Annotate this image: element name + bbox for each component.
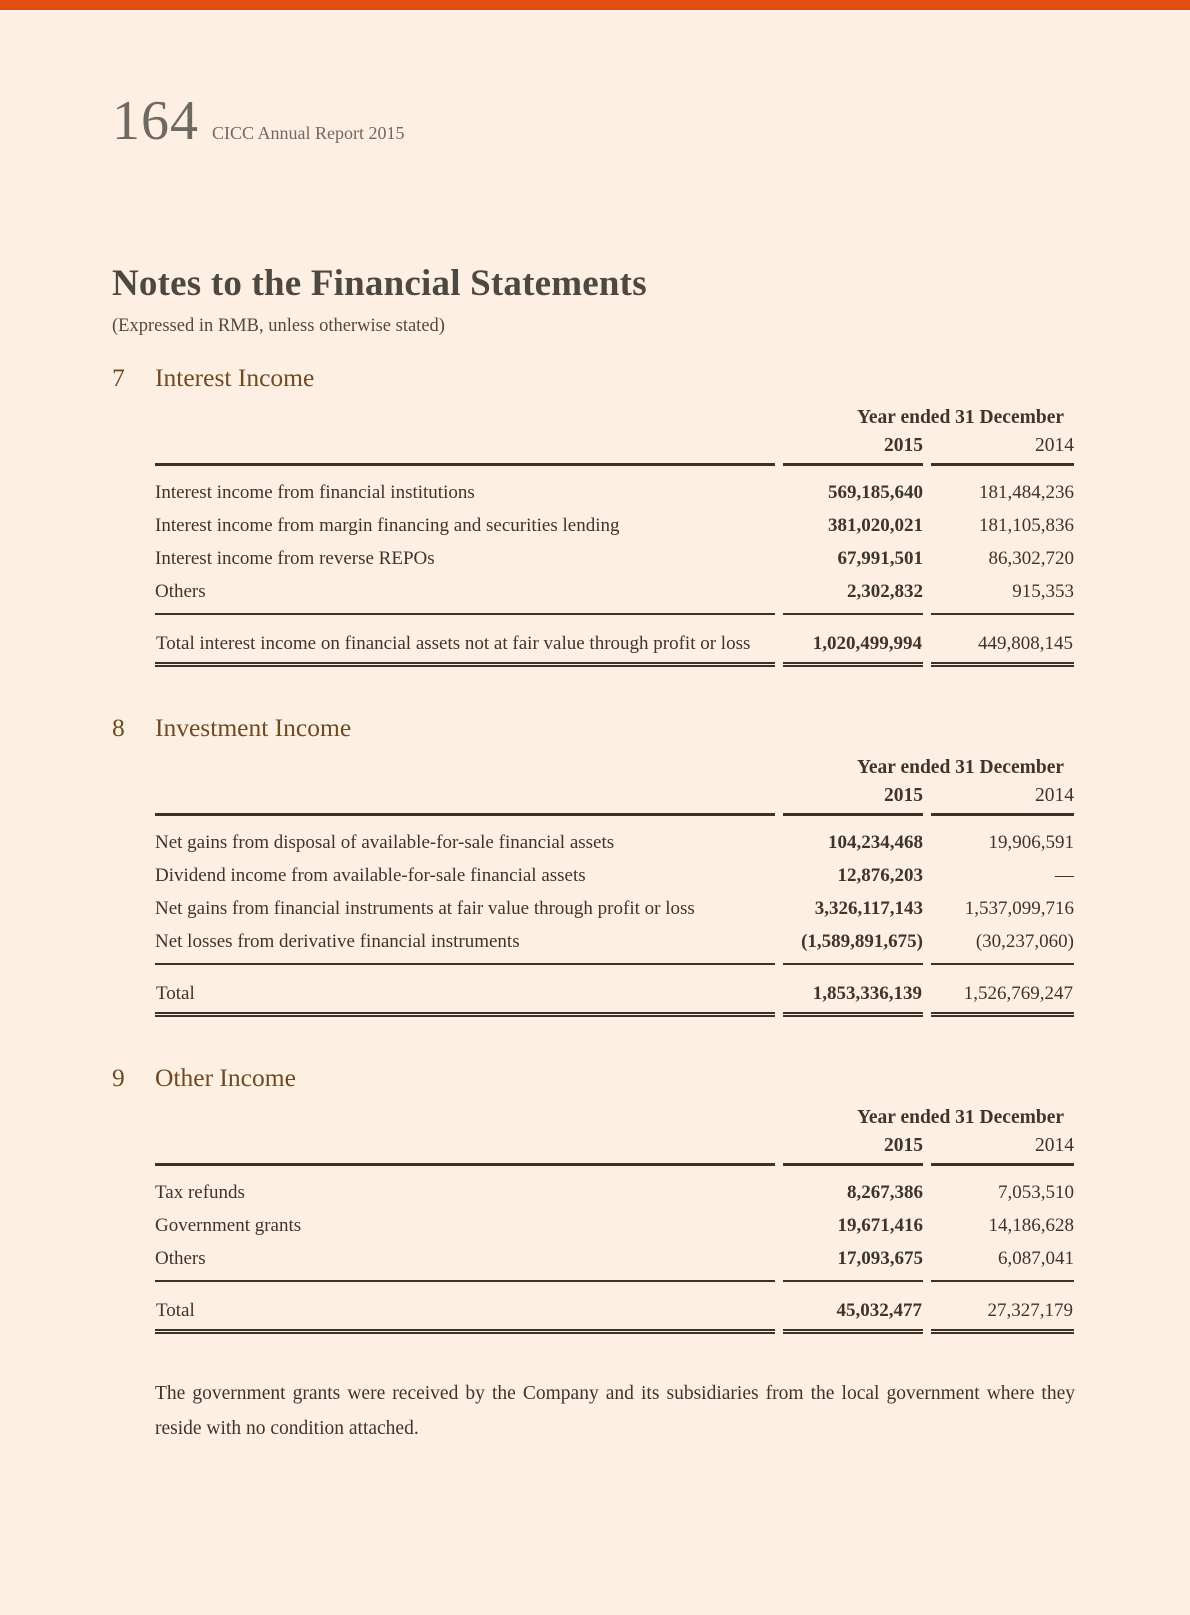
- value-2015: 569,185,640: [828, 482, 923, 504]
- table-row: [155, 816, 1074, 860]
- value-2015: 104,234,468: [828, 832, 923, 854]
- total-2015: 45,032,477: [783, 1282, 923, 1334]
- total-row: [155, 615, 1074, 667]
- row-label: Net losses from derivative financial instruments: [155, 926, 775, 966]
- value-2014: 181,484,236: [979, 482, 1074, 504]
- section-title: Other Income: [155, 1063, 296, 1093]
- investment-income-table: [147, 757, 1082, 1017]
- section-other-income: [112, 1063, 1190, 1334]
- section-heading: [112, 1063, 1190, 1093]
- row-label: Others: [155, 1243, 775, 1283]
- table-row: [155, 576, 1074, 616]
- total-2015: 1,853,336,139: [783, 965, 923, 1017]
- total-label: Total: [155, 1282, 775, 1334]
- note-paragraph: The government grants were received by the Company and its subsidiaries from the local government where they reside with no condition attached.: [155, 1383, 1075, 1440]
- value-2014: 6,087,041: [931, 1243, 1074, 1283]
- period-header: Year ended 31 December: [856, 407, 1064, 429]
- table-row: [155, 893, 1074, 926]
- total-2015: 1,020,499,994: [783, 615, 923, 667]
- table-row: [155, 466, 1074, 510]
- section-investment-income: [112, 713, 1190, 1017]
- page-header: [112, 90, 1190, 152]
- value-2014: 181,105,836: [979, 515, 1074, 537]
- table-row: [155, 1210, 1074, 1243]
- section-number: 7: [112, 363, 125, 393]
- section-number: 8: [112, 713, 125, 743]
- other-income-table: [147, 1107, 1082, 1334]
- top-accent-bar: [0, 0, 1190, 10]
- period-header: Year ended 31 December: [856, 757, 1064, 779]
- year-column-2015: 2015: [783, 1133, 923, 1166]
- label-column-header: [155, 433, 775, 466]
- value-2015: 67,991,501: [837, 548, 923, 570]
- document-title: Notes to the Financial Statements: [112, 263, 647, 305]
- year-column-2014: 2014: [931, 433, 1074, 466]
- total-2014: 27,327,179: [931, 1282, 1074, 1334]
- value-2015: 2,302,832: [783, 576, 923, 616]
- section-heading: [112, 363, 1190, 393]
- total-label: Total interest income on financial assets not at fair value through profit or loss: [155, 615, 775, 667]
- value-2015: 8,267,386: [847, 1182, 923, 1204]
- row-label: Interest income from reverse REPOs: [155, 548, 435, 570]
- row-label: Dividend income from available-for-sale financial assets: [155, 865, 586, 887]
- row-label: Government grants: [155, 1215, 302, 1237]
- page-number: 164: [112, 90, 199, 152]
- section-interest-income: [112, 363, 1190, 667]
- table-row: [155, 860, 1074, 893]
- total-row: [155, 965, 1074, 1017]
- document-subtitle: (Expressed in RMB, unless otherwise stated): [112, 316, 445, 337]
- table-row: [155, 926, 1074, 966]
- value-2015: 17,093,675: [783, 1243, 923, 1283]
- table-row: [155, 1243, 1074, 1283]
- row-label: Net gains from disposal of available-for-sale financial assets: [155, 832, 615, 854]
- year-column-2014: 2014: [931, 783, 1074, 816]
- value-2014: —: [1055, 865, 1074, 887]
- row-label: Interest income from financial institutions: [155, 482, 475, 504]
- label-column-header: [155, 783, 775, 816]
- section-number: 9: [112, 1063, 125, 1093]
- value-2015: 19,671,416: [837, 1215, 923, 1237]
- total-label: Total: [155, 965, 775, 1017]
- value-2015: 12,876,203: [837, 865, 923, 887]
- section-title: Investment Income: [155, 713, 352, 743]
- value-2015: 381,020,021: [828, 515, 923, 537]
- table-row: [155, 1166, 1074, 1210]
- section-title: Interest Income: [155, 363, 315, 393]
- year-column-2015: 2015: [783, 433, 923, 466]
- value-2015: (1,589,891,675): [783, 926, 923, 966]
- total-row: [155, 1282, 1074, 1334]
- value-2014: 19,906,591: [988, 832, 1074, 854]
- section-heading: [112, 713, 1190, 743]
- value-2014: 915,353: [931, 576, 1074, 616]
- label-column-header: [155, 1133, 775, 1166]
- document-title-block: [112, 262, 1190, 337]
- interest-income-table: [147, 407, 1082, 667]
- value-2015: 3,326,117,143: [814, 898, 923, 920]
- value-2014: (30,237,060): [931, 926, 1074, 966]
- row-label: Interest income from margin financing and securities lending: [155, 515, 620, 537]
- row-label: Tax refunds: [155, 1182, 245, 1204]
- report-title: CICC Annual Report 2015: [212, 123, 405, 143]
- total-2014: 449,808,145: [931, 615, 1074, 667]
- row-label: Others: [155, 576, 775, 616]
- table-row: [155, 543, 1074, 576]
- value-2014: 86,302,720: [988, 548, 1074, 570]
- table-row: [155, 510, 1074, 543]
- value-2014: 14,186,628: [988, 1215, 1074, 1237]
- year-column-2014: 2014: [931, 1133, 1074, 1166]
- year-column-2015: 2015: [783, 783, 923, 816]
- value-2014: 1,537,099,716: [964, 898, 1074, 920]
- row-label: Net gains from financial instruments at fair value through profit or loss: [155, 898, 695, 920]
- period-header: Year ended 31 December: [856, 1107, 1064, 1129]
- value-2014: 7,053,510: [998, 1182, 1074, 1204]
- total-2014: 1,526,769,247: [931, 965, 1074, 1017]
